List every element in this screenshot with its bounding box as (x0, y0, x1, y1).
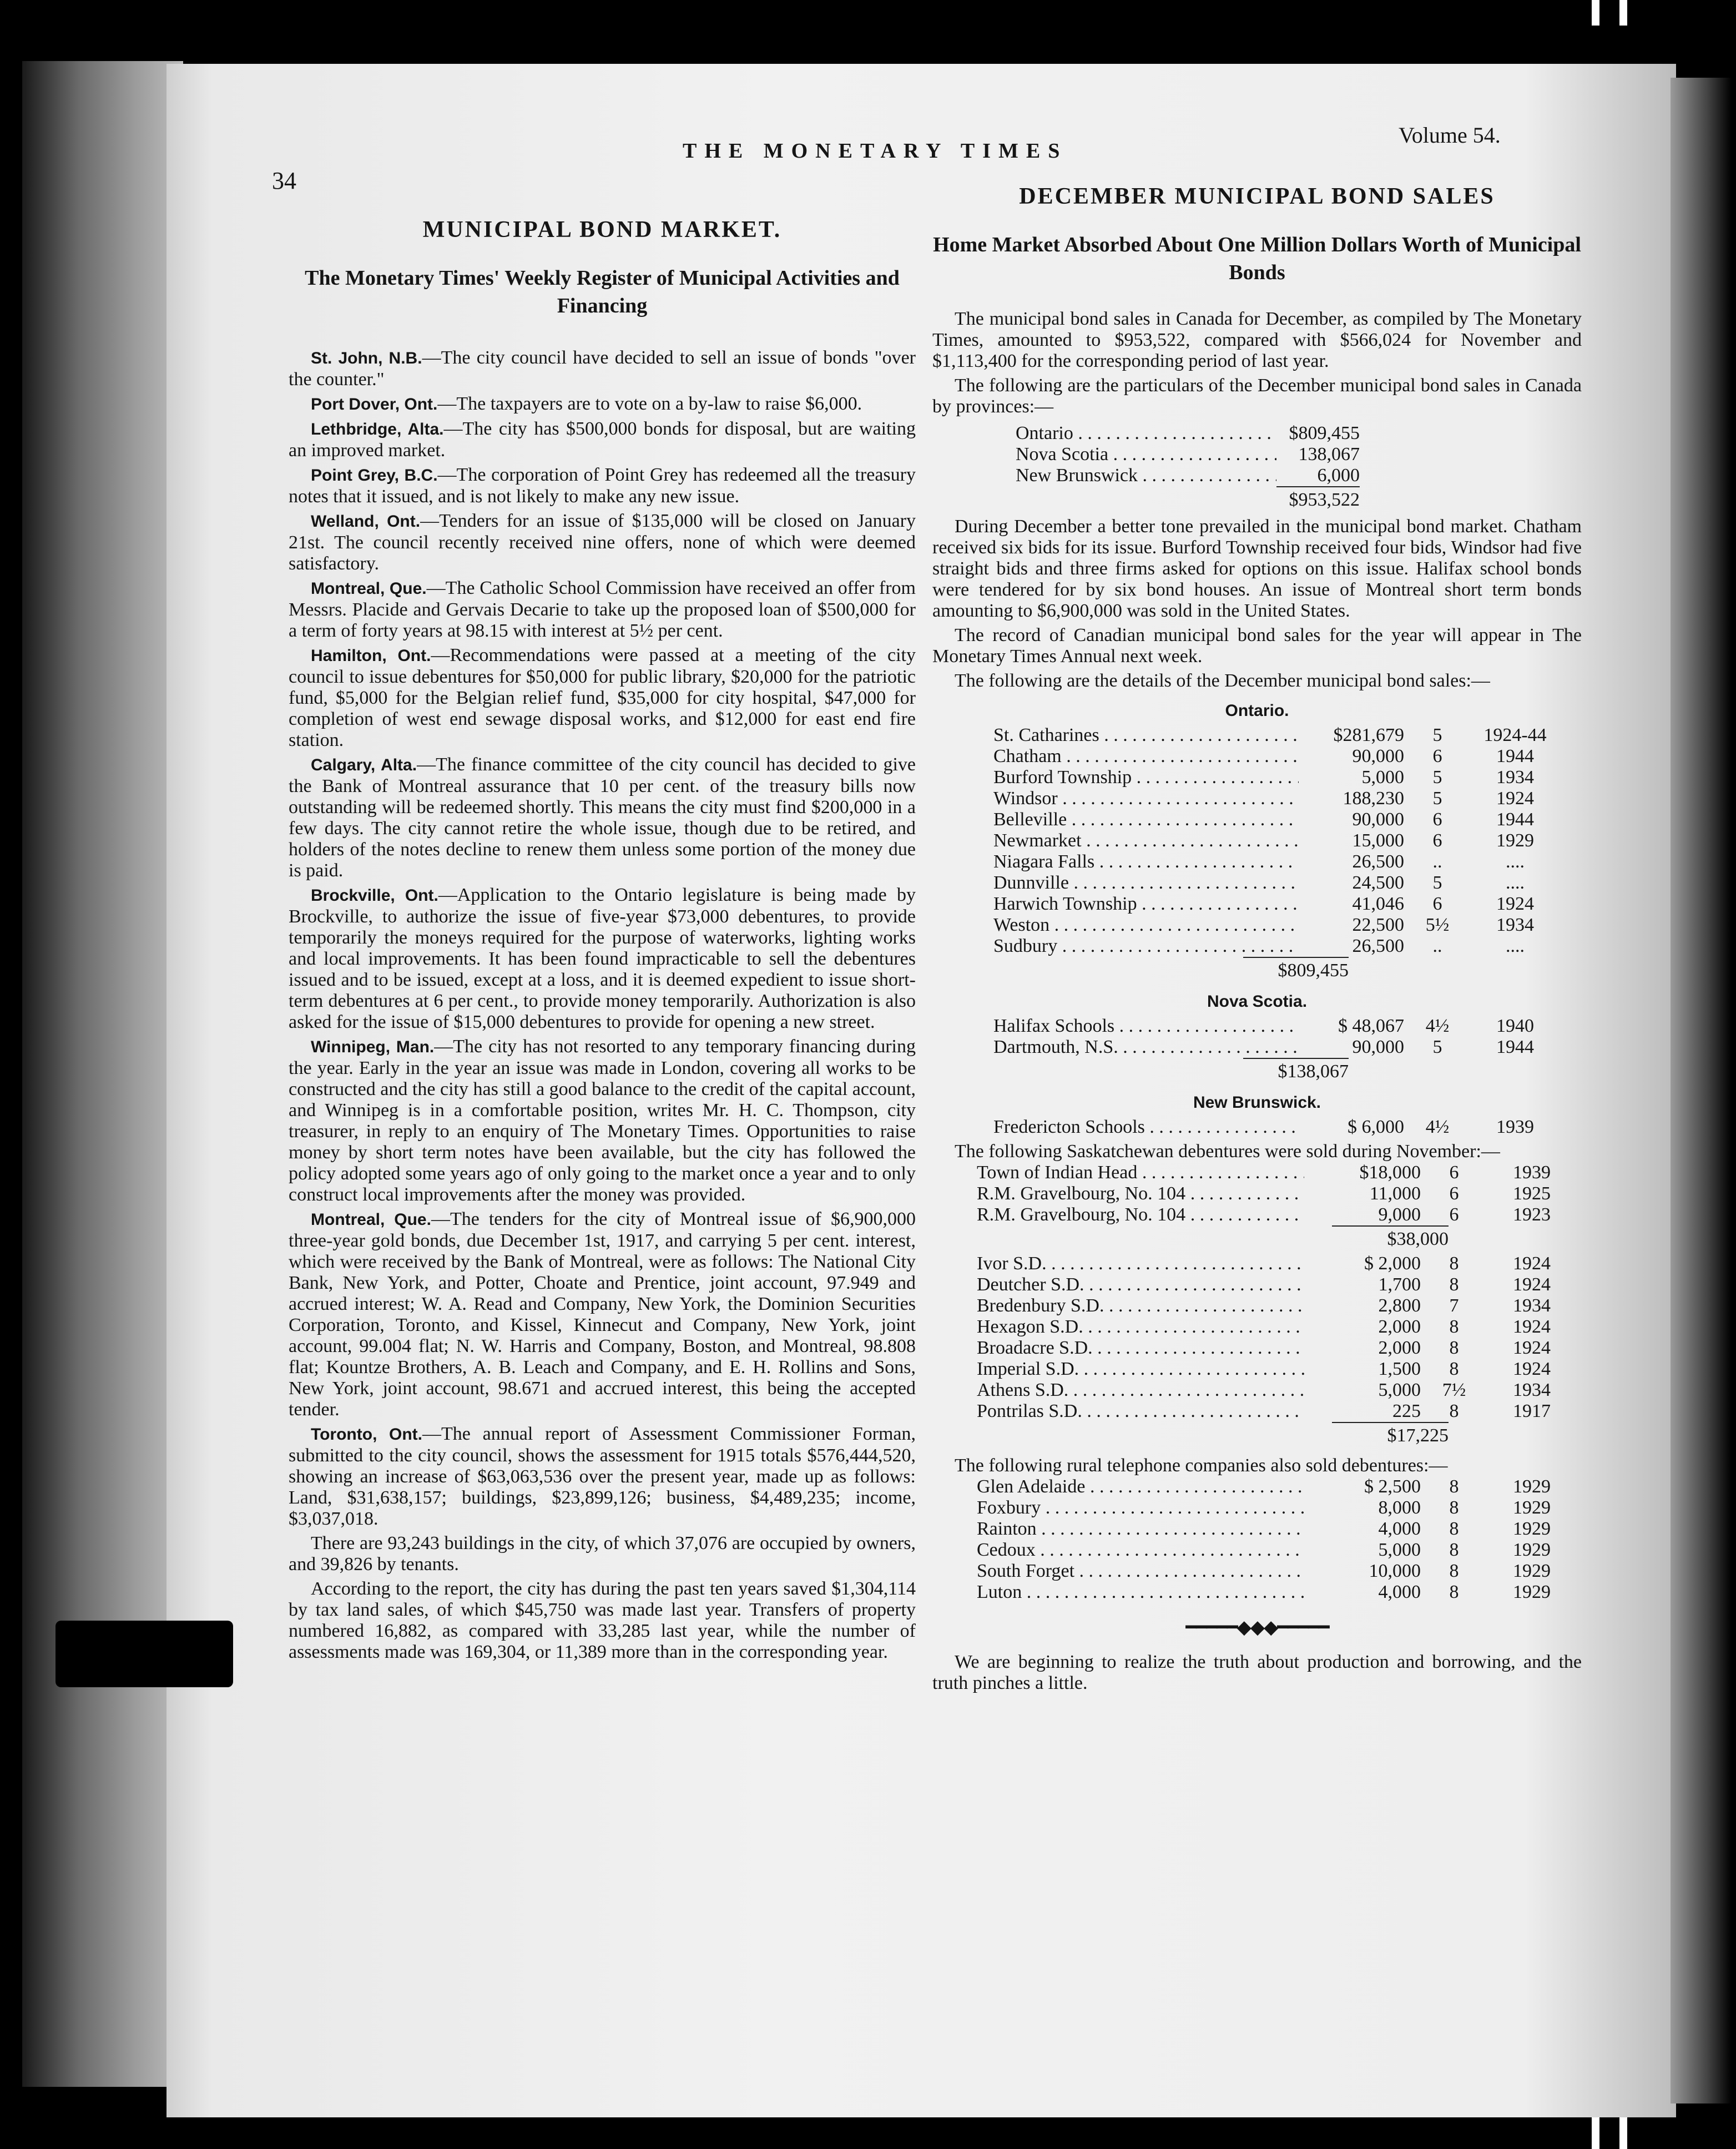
row-years: 1924 (1513, 1316, 1551, 1337)
entry-place: Hamilton, Ont. (311, 647, 431, 665)
row-years: 1934 (1496, 767, 1534, 788)
table-row (977, 1401, 1576, 1422)
table-row (993, 851, 1560, 872)
row-years: 1924 (1513, 1359, 1551, 1379)
table-row (993, 1016, 1560, 1037)
row-name: Glen Adelaide . . . (977, 1476, 1304, 1497)
row-name: Chatham . . . (993, 746, 1299, 767)
row-amount: 4,000 (1378, 1582, 1421, 1602)
paragraph: We are beginning to realize the truth about production and borrowing, and the truth pinches a little. (932, 1652, 1582, 1693)
row-name: Dunnville . . . (993, 872, 1299, 894)
register-entry (289, 1424, 916, 1530)
row-amount: 10,000 (1369, 1561, 1421, 1581)
register-entry (289, 1209, 916, 1420)
table-row (1016, 444, 1360, 465)
entry-place: Toronto, Ont. (311, 1425, 423, 1444)
entry-place: Welland, Ont. (311, 512, 421, 531)
row-rate: 6 (1432, 830, 1442, 851)
row-name: R.M. Gravelbourg, No. 104 . . . (977, 1204, 1304, 1225)
section-heading: Ontario. (1225, 702, 1289, 720)
row-amount: 2,800 (1378, 1295, 1421, 1316)
table-row (993, 894, 1560, 915)
row-name: South Forget . . . (977, 1561, 1304, 1582)
row-years: 1929 (1513, 1476, 1551, 1497)
table-row (977, 1295, 1576, 1316)
row-rate: 8 (1449, 1497, 1459, 1518)
table-row (977, 1253, 1576, 1274)
register-entry (289, 511, 916, 574)
row-rate: .. (1432, 851, 1442, 872)
right-title: DECEMBER MUNICIPAL BOND SALES (1019, 184, 1495, 209)
entry-place: Lethbridge, Alta. (311, 420, 444, 438)
entry-text: —The annual report of Assessment Commissioner Forman, submitted to the city council, shows the assessment for 1915 totals $576,444,520, showing an increase of $63,063,536 over the present year, made up as follows: Land, $31,638,157; buildings, $23,899,126; business, $4,489,235; income, $3,037,018. (289, 1424, 916, 1529)
row-name: Bredenbury S.D. . . . (977, 1295, 1304, 1316)
row-amount: 41,046 (1352, 894, 1404, 914)
row-rate: 8 (1449, 1561, 1459, 1581)
table-row (977, 1540, 1576, 1561)
row-years: 1929 (1513, 1582, 1551, 1602)
row-years: 1939 (1513, 1162, 1551, 1183)
row-name: Pontrilas S.D. . . . (977, 1401, 1304, 1422)
table-row (993, 788, 1560, 809)
row-rate: 6 (1449, 1204, 1459, 1225)
row-rate: 6 (1432, 746, 1442, 766)
row-name: Town of Indian Head . . . (977, 1162, 1304, 1183)
row-rate: 5 (1432, 767, 1442, 788)
table-row (977, 1476, 1576, 1497)
row-rate: 5 (1432, 788, 1442, 809)
row-name: Harwich Township . . . (993, 894, 1299, 915)
row-name: Halifax Schools . . . (993, 1016, 1299, 1037)
row-rate: 6 (1449, 1162, 1459, 1183)
school-districts-total: $17,225 (1332, 1422, 1449, 1447)
table-row (977, 1519, 1576, 1540)
paragraph: The following rural telephone companies also sold debentures:— (955, 1455, 1448, 1476)
paragraph: There are 93,243 buildings in the city, of which 37,076 are occupied by owners, and 39,826 by tenants. (289, 1533, 916, 1575)
row-years: 1944 (1496, 746, 1534, 766)
register-entry (289, 418, 916, 461)
entry-text: —The Catholic School Commission have received an offer from Messrs. Placide and Gervais Decarie to take up the proposed loan of $500,000 for a term of forty years at 98.15 with interest at 5½ per cent. (289, 578, 916, 641)
entry-place: Montreal, Que. (311, 1210, 431, 1229)
row-name: Athens S.D. . . . (977, 1380, 1304, 1401)
row-name: Sudbury . . . (993, 936, 1299, 957)
row-name: Belleville . . . (993, 809, 1299, 830)
row-name: Windsor . . . (993, 788, 1299, 809)
table-row (1016, 465, 1360, 486)
row-rate: 5½ (1425, 915, 1450, 935)
provinces-table (1016, 423, 1360, 511)
register-entry (289, 645, 916, 751)
section-heading: New Brunswick. (1193, 1093, 1321, 1112)
table-row (1016, 423, 1360, 444)
row-name: Newmarket . . . (993, 830, 1299, 851)
row-name: Ivor S.D. . . . (977, 1253, 1304, 1274)
entry-text: —The city has not resorted to any temporary financing during the year. Early in the year an issue was made in London, covering all works to be constructed and the city has still a good balance to the credit of the capital account, and Winnipeg is in a comfortable position, writes Mr. H. C. Thompson, city treasurer, in reply to an enquiry of The Monetary Times. Opportunities to raise money by short term notes have been available, but the city has followed the policy adopted some years ago of only going to the market once a year and to only construct local improvements after the money was provided. (289, 1036, 916, 1205)
table-row (977, 1338, 1576, 1359)
row-rate: 8 (1449, 1401, 1459, 1421)
table-row (993, 725, 1560, 746)
table-row (993, 1117, 1560, 1138)
row-years: 1925 (1513, 1183, 1551, 1204)
left-column (289, 216, 916, 1663)
row-years: 1924 (1513, 1338, 1551, 1358)
row-years: 1924 (1513, 1274, 1551, 1295)
nova-scotia-total: $138,067 (1243, 1058, 1349, 1083)
register-entry (289, 394, 916, 415)
saskatchewan-table (977, 1162, 1576, 1447)
table-row (977, 1183, 1576, 1204)
row-years: 1934 (1496, 915, 1534, 935)
row-amount: 9,000 (1378, 1204, 1421, 1225)
row-name: Nova Scotia . . . (1016, 444, 1276, 465)
row-years: 1929 (1513, 1519, 1551, 1539)
row-amount: 5,000 (1378, 1380, 1421, 1400)
row-rate: 6 (1432, 809, 1442, 830)
row-rate: 5 (1432, 1037, 1442, 1057)
row-years: 1929 (1513, 1497, 1551, 1518)
row-amount: 2,000 (1378, 1338, 1421, 1358)
table-row (993, 1037, 1560, 1058)
row-rate: 8 (1449, 1359, 1459, 1379)
table-row (993, 830, 1560, 851)
row-years: 1940 (1496, 1016, 1534, 1036)
paragraph: During December a better tone prevailed in the municipal bond market. Chatham received six bids for its issue. Burford Township received four bids, Windsor had five straight bids and three firms asked for options on this issue. Halifax school bonds were tendered for by six bond houses. An issue of Montreal short term bonds amounting to $6,900,000 was sold in the United States. (932, 516, 1582, 621)
row-rate: 8 (1449, 1476, 1459, 1497)
row-years: 1924 (1496, 788, 1534, 809)
row-rate: 6 (1432, 894, 1442, 914)
row-amount: 5,000 (1361, 767, 1404, 788)
row-amount: $ 2,000 (1364, 1253, 1421, 1274)
row-years: 1929 (1513, 1561, 1551, 1581)
table-row (977, 1359, 1576, 1380)
row-amount: 22,500 (1352, 915, 1404, 935)
row-years: 1944 (1496, 809, 1534, 830)
volume-label: Volume 54. (1399, 123, 1501, 148)
register-entry (289, 885, 916, 1033)
row-years: .... (1506, 851, 1525, 872)
entry-text: —Tenders for an issue of $135,000 will be closed on January 21st. The council recently received nine offers, none of which were deemed satisfactory. (289, 511, 916, 574)
row-name: Imperial S.D. . . . (977, 1359, 1304, 1380)
row-rate: 8 (1449, 1253, 1459, 1274)
table-row (977, 1274, 1576, 1295)
row-rate: 7½ (1442, 1380, 1466, 1400)
table-row (977, 1497, 1576, 1519)
row-name: St. Catharines . . . (993, 725, 1299, 746)
row-name: Weston . . . (993, 915, 1299, 936)
ornament-rule: ━━━━━◆◆◆━━━━━ (1185, 1617, 1329, 1638)
table-row (993, 936, 1560, 957)
row-years: 1934 (1513, 1380, 1551, 1400)
row-rate: .. (1432, 936, 1442, 956)
row-name: R.M. Gravelbourg, No. 104 . . . (977, 1183, 1304, 1204)
table-row (993, 809, 1560, 830)
paragraph: The following Saskatchewan debentures were sold during November:— (955, 1141, 1500, 1162)
row-years: .... (1506, 872, 1525, 893)
row-name: Hexagon S.D. . . . (977, 1316, 1304, 1338)
ontario-total: $809,455 (1243, 957, 1349, 982)
row-years: 1924-44 (1483, 725, 1547, 745)
row-years: 1924 (1496, 894, 1534, 914)
section-heading: Nova Scotia. (1207, 992, 1308, 1011)
row-years: 1917 (1513, 1401, 1551, 1421)
page-edge (1671, 78, 1732, 2103)
row-amount: 90,000 (1352, 1037, 1404, 1057)
row-years: 1923 (1513, 1204, 1551, 1225)
entry-text: —The finance committee of the city council has decided to give the Bank of Montreal assurance that 10 per cent. of the treasury bills now outstanding will be redeemed shortly. This means the city must find $200,000 in a few days. The city cannot retire the whole issue, though due to be retired, and holders of the notes decline to renew them unless some portion of the money due is paid. (289, 754, 916, 881)
row-rate: 5 (1432, 725, 1442, 745)
row-rate: 8 (1449, 1540, 1459, 1560)
entry-place: Brockville, Ont. (311, 886, 438, 905)
row-amount: 225 (1392, 1401, 1421, 1421)
row-amount: 1,500 (1378, 1359, 1421, 1379)
table-row (977, 1561, 1576, 1582)
register-entry (289, 754, 916, 881)
row-years: 1944 (1496, 1037, 1534, 1057)
entry-text: —Application to the Ontario legislature is being made by Brockville, to authorize the issue of five-year $73,000 debentures, to provide temporarily the moneys required for the purpose of waterworks, lighting works and local improvements. It has been found impracticable to sell the debentures issued and to be issued, except at a loss, and it is deemed expedient to issue short-term debentures at 6 per cent., to provide money temporarily. Authorization is also asked for the issue of $15,000 debentures to provide for opening a new street. (289, 885, 916, 1032)
row-amount: $ 48,067 (1338, 1016, 1404, 1036)
entry-place: Calgary, Alta. (311, 756, 417, 774)
table-row (977, 1204, 1576, 1225)
row-name: Fredericton Schools . . . (993, 1117, 1299, 1138)
row-amount: $809,455 (1289, 423, 1360, 443)
row-amount: $ 2,500 (1364, 1476, 1421, 1497)
register-entry (289, 578, 916, 642)
row-years: 1929 (1496, 830, 1534, 851)
register-entry (289, 347, 916, 390)
row-amount: $18,000 (1359, 1162, 1421, 1183)
row-rate: 8 (1449, 1519, 1459, 1539)
paragraph: The following are the particulars of the December municipal bond sales in Canada by provinces:— (932, 375, 1582, 417)
register-entries (289, 347, 916, 1530)
row-amount: 90,000 (1352, 809, 1404, 830)
register-entry (289, 465, 916, 507)
row-amount: 6,000 (1317, 465, 1360, 486)
table-row (993, 915, 1560, 936)
entry-place: Winnipeg, Man. (311, 1038, 435, 1056)
row-years: 1934 (1513, 1295, 1551, 1316)
paragraph: The record of Canadian municipal bond sales for the year will appear in The Monetary Times Annual next week. (932, 625, 1582, 667)
row-rate: 5 (1432, 872, 1442, 893)
ontario-table (993, 725, 1560, 982)
telephone-table (977, 1476, 1576, 1603)
row-amount: 15,000 (1352, 830, 1404, 851)
film-mark (1619, 0, 1627, 26)
row-name: Deutcher S.D. . . . (977, 1274, 1304, 1295)
entry-text: —The tenders for the city of Montreal issue of $6,900,000 three-year gold bonds, due December 1st, 1917, and carrying 5 per cent. interest, which were received by the Bank of Montreal, were as follows: The National City Bank, New York, and Potter, Choate and Prentice, joint account, 97.949 and accrued interest; W. A. Read and Company, New York, the Dominion Securities Corporation, Toronto, and Kissel, Kinnecut and Company, New York, joint account, 99.004 flat; N. W. Harris and Company, Boston, and Montreal, 98.808 flat; Kountze Brothers, A. B. Leach and Company, and E. H. Rollins and Sons, New York, joint account, 98.671 and accrued interest, this being the accepted tender. (289, 1209, 916, 1420)
row-name: Rainton . . . (977, 1519, 1304, 1540)
row-amount: $ 6,000 (1348, 1117, 1404, 1137)
row-amount: 8,000 (1378, 1497, 1421, 1518)
row-rate: 7 (1449, 1295, 1459, 1316)
row-years: 1929 (1513, 1540, 1551, 1560)
left-subtitle: The Monetary Times' Weekly Register of Municipal Activities and Financing (305, 266, 900, 317)
entry-place: Port Dover, Ont. (311, 395, 438, 413)
row-rate: 8 (1449, 1274, 1459, 1295)
table-row (993, 746, 1560, 767)
row-name: Cedoux . . . (977, 1540, 1304, 1561)
row-amount: 11,000 (1369, 1183, 1421, 1204)
entry-place: St. John, N.B. (311, 349, 422, 367)
row-name: New Brunswick . . . (1016, 465, 1276, 486)
row-amount: 4,000 (1378, 1519, 1421, 1539)
row-rate: 8 (1449, 1316, 1459, 1337)
row-name: Ontario . . . (1016, 423, 1276, 444)
row-rate: 8 (1449, 1582, 1459, 1602)
row-amount: 1,700 (1378, 1274, 1421, 1295)
saskatchewan-total: $38,000 (1332, 1225, 1449, 1251)
row-rate: 4½ (1425, 1117, 1450, 1137)
entry-text: —The taxpayers are to vote on a by-law to raise $6,000. (437, 394, 862, 414)
row-amount: 26,500 (1352, 851, 1404, 872)
table-row (993, 767, 1560, 788)
row-name: Burford Township . . . (993, 767, 1299, 788)
provinces-total: $953,522 (1276, 486, 1360, 511)
row-years: .... (1506, 936, 1525, 956)
left-title: MUNICIPAL BOND MARKET. (422, 217, 782, 243)
table-row (977, 1380, 1576, 1401)
row-rate: 8 (1449, 1338, 1459, 1358)
row-amount: $281,679 (1333, 725, 1404, 745)
row-amount: 24,500 (1352, 872, 1404, 893)
table-row (977, 1582, 1576, 1603)
entry-text: —Recommendations were passed at a meeting of the city council to issue debentures for $50,000 for public library, $20,000 for the patriotic fund, $5,000 for the Belgian relief fund, $35,000 for city hospital, $47,000 for completion of west end sewage disposal works, and $12,000 for east end fire station. (289, 645, 916, 750)
row-amount: 26,500 (1352, 936, 1404, 956)
table-row (977, 1162, 1576, 1183)
film-mark (1592, 0, 1599, 26)
paragraph: The following are the details of the December municipal bond sales:— (955, 670, 1490, 691)
right-subtitle: Home Market Absorbed About One Million Dollars Worth of Municipal Bonds (933, 233, 1581, 284)
new-brunswick-table (993, 1117, 1560, 1138)
row-years: 1939 (1496, 1117, 1534, 1137)
entry-place: Point Grey, B.C. (311, 466, 438, 485)
row-amount: 90,000 (1352, 746, 1404, 766)
nova-scotia-table (993, 1016, 1560, 1083)
row-rate: 6 (1449, 1183, 1459, 1204)
row-amount: 2,000 (1378, 1316, 1421, 1337)
row-rate: 4½ (1425, 1016, 1450, 1036)
row-name: Dartmouth, N.S. . . . (993, 1037, 1299, 1058)
row-name: Foxbury . . . (977, 1497, 1304, 1519)
row-amount: 5,000 (1378, 1540, 1421, 1560)
register-entry (289, 1036, 916, 1205)
entry-text: —The city council have decided to sell an issue of bonds "over the counter." (289, 347, 916, 390)
paragraph: According to the report, the city has during the past ten years saved $1,304,114 by tax land sales, of which $45,750 was made last year. Transfers of property numbered 16,882, as compared with 33,285 last year, while the number of assessments made was 169,304, or 11,389 more than in the corresponding year. (289, 1578, 916, 1662)
table-row (977, 1316, 1576, 1338)
book-binding (22, 61, 183, 2087)
entry-place: Montreal, Que. (311, 579, 427, 598)
row-amount: 188,230 (1343, 788, 1404, 809)
table-row (993, 872, 1560, 894)
right-column (932, 183, 1582, 1694)
entry-text: —The corporation of Point Grey has redeemed all the treasury notes that it issued, and is not likely to make any new issue. (289, 465, 916, 507)
paragraph: The municipal bond sales in Canada for December, as compiled by The Monetary Times, amounted to $953,522, compared with $566,024 for November and $1,113,400 for the corresponding period of last year. (932, 309, 1582, 371)
entry-text: —The city has $500,000 bonds for disposal, but are waiting an improved market. (289, 418, 916, 461)
running-head: THE MONETARY TIMES (683, 139, 1068, 163)
row-name: Luton . . . (977, 1582, 1304, 1603)
row-amount: 138,067 (1298, 444, 1360, 465)
row-name: Broadacre S.D. . . . (977, 1338, 1304, 1359)
row-name: Niagara Falls . . . (993, 851, 1299, 872)
page-clip (55, 1621, 233, 1687)
page-number: 34 (272, 167, 296, 194)
row-years: 1924 (1513, 1253, 1551, 1274)
